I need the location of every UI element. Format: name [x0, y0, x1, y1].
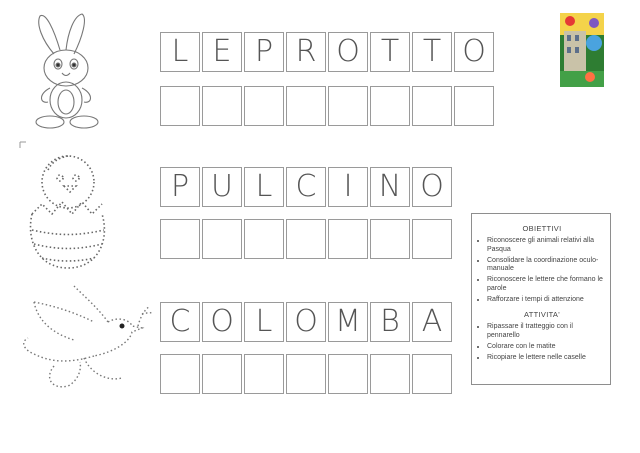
objectives-panel: [471, 213, 611, 385]
answer-cell[interactable]: [202, 219, 242, 259]
answer-cell[interactable]: [160, 219, 200, 259]
letter-cell: I: [328, 167, 368, 207]
letter-cell: T: [370, 32, 410, 72]
list-item: • Riconoscere gli animali relativi alla Pasqua: [487, 237, 604, 255]
word-row-leprotto: [160, 32, 496, 72]
letter-cell: B: [370, 302, 410, 342]
answer-cell[interactable]: [286, 354, 326, 394]
letter-cell: N: [370, 167, 410, 207]
answer-cell[interactable]: [328, 354, 368, 394]
letter-cell: E: [202, 32, 242, 72]
answer-cell[interactable]: [370, 86, 410, 126]
word-row-colomba: [160, 302, 454, 342]
answer-cell[interactable]: [244, 219, 284, 259]
list-item: • Riconoscere le lettere che formano le parole: [487, 276, 604, 294]
letter-cell: C: [160, 302, 200, 342]
answer-cell[interactable]: [202, 354, 242, 394]
answer-row-leprotto: [160, 86, 496, 126]
answer-cell[interactable]: [412, 219, 452, 259]
dove-illustration: [14, 282, 154, 402]
letter-cell: A: [412, 302, 452, 342]
answer-cell[interactable]: [160, 354, 200, 394]
word-row-pulcino: [160, 167, 454, 207]
answer-cell[interactable]: [370, 354, 410, 394]
answer-cell[interactable]: [412, 86, 452, 126]
letter-cell: O: [328, 32, 368, 72]
answer-cell[interactable]: [160, 86, 200, 126]
letter-cell: C: [286, 167, 326, 207]
chick-in-egg-illustration: [18, 140, 118, 275]
letter-cell: L: [160, 32, 200, 72]
letter-cell: P: [244, 32, 284, 72]
answer-cell[interactable]: [412, 354, 452, 394]
list-item: • Ricopiare le lettere nelle caselle: [487, 354, 604, 363]
objectives-title: OBIETTIVI: [522, 224, 562, 233]
letter-cell: T: [412, 32, 452, 72]
list-item: • Colorare con le matite: [487, 343, 604, 352]
answer-cell[interactable]: [454, 86, 494, 126]
list-item: • Rafforzare i tempi di attenzione: [487, 296, 604, 305]
answer-cell[interactable]: [286, 219, 326, 259]
letter-cell: O: [454, 32, 494, 72]
bunny-illustration: [22, 10, 112, 135]
list-item: • Consolidare la coordinazione oculo-manuale: [487, 257, 604, 275]
letter-cell: P: [160, 167, 200, 207]
answer-cell[interactable]: [370, 219, 410, 259]
letter-cell: O: [286, 302, 326, 342]
letter-cell: L: [244, 302, 284, 342]
letter-cell: L: [244, 167, 284, 207]
letter-cell: R: [286, 32, 326, 72]
answer-cell[interactable]: [244, 354, 284, 394]
answer-cell[interactable]: [286, 86, 326, 126]
answer-row-colomba: [160, 354, 454, 394]
activities-title: ATTIVITA': [524, 310, 560, 320]
answer-cell[interactable]: [202, 86, 242, 126]
answer-cell[interactable]: [328, 219, 368, 259]
objectives-list: [480, 237, 604, 304]
activities-list: [480, 323, 604, 362]
answer-cell[interactable]: [244, 86, 284, 126]
letter-cell: U: [202, 167, 242, 207]
school-logo-image: [560, 13, 604, 87]
letter-cell: O: [202, 302, 242, 342]
answer-cell[interactable]: [328, 86, 368, 126]
answer-row-pulcino: [160, 219, 454, 259]
letter-cell: O: [412, 167, 452, 207]
letter-cell: M: [328, 302, 368, 342]
list-item: • Ripassare il tratteggio con il pennarello: [487, 323, 604, 341]
